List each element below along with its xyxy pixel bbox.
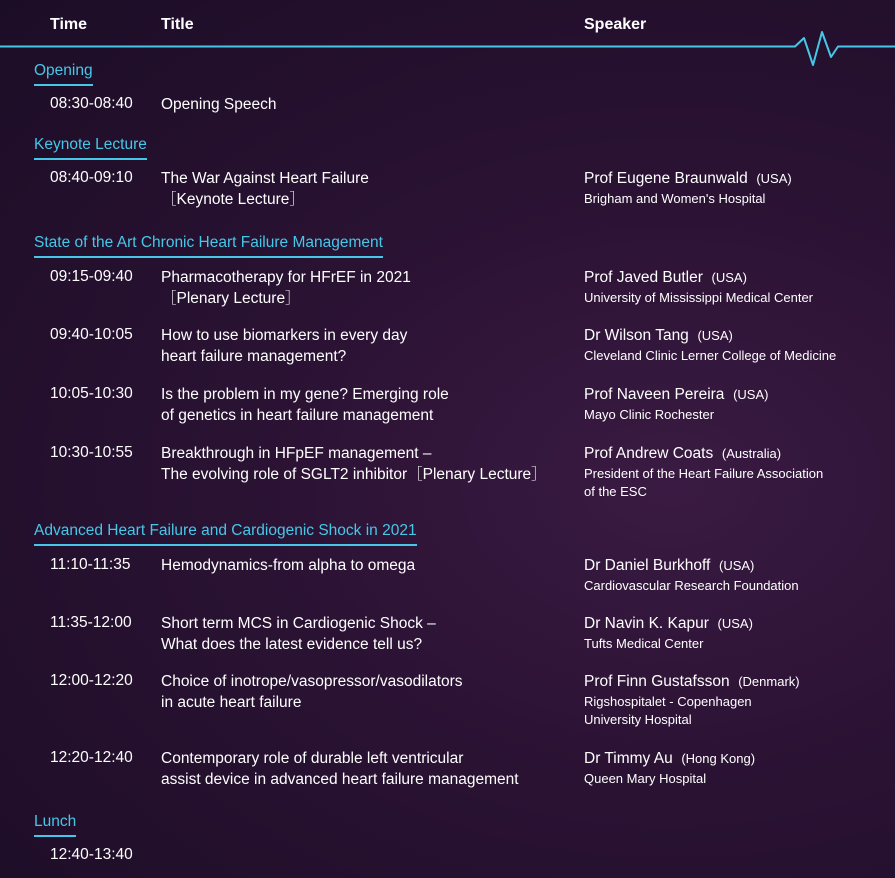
column-header-speaker: Speaker xyxy=(584,16,647,33)
speaker-name: Dr Wilson Tang xyxy=(584,327,689,344)
speaker-name: Prof Naveen Pereira xyxy=(584,386,725,403)
speaker-affiliation: President of the Heart Failure Association of the ESC xyxy=(584,466,824,499)
speaker-affiliation: Cardiovascular Research Foundation xyxy=(584,578,799,593)
speaker-affiliation: Brigham and Women's Hospital xyxy=(584,191,766,206)
speaker-name: Dr Daniel Burkhoff xyxy=(584,557,711,574)
session-title: How to use biomarkers in every day heart failure management? xyxy=(161,327,408,365)
speaker-country: (USA) xyxy=(756,171,792,186)
speaker xyxy=(584,443,823,501)
session-time: 08:40-09:10 xyxy=(50,169,133,186)
speaker-affiliation: Queen Mary Hospital xyxy=(584,771,707,786)
speaker xyxy=(584,671,800,729)
session-title: Choice of inotrope/vasopressor/vasodilators in acute heart failure xyxy=(161,673,463,711)
section-keynote: Keynote Lecture xyxy=(34,136,147,160)
session-time: 10:30-10:55 xyxy=(50,444,133,461)
session-time: 11:35-12:00 xyxy=(50,614,132,631)
session-time: 12:00-12:20 xyxy=(50,672,133,689)
session-time: 09:15-09:40 xyxy=(50,268,133,285)
speaker-country: (Hong Kong) xyxy=(681,751,756,766)
session-time: 10:05-10:30 xyxy=(50,385,133,402)
speaker-affiliation: University of Mississippi Medical Center xyxy=(584,290,814,305)
section-lunch: Lunch xyxy=(34,813,76,837)
session-title: Hemodynamics-from alpha to omega xyxy=(161,557,416,574)
speaker-name: Prof Eugene Braunwald xyxy=(584,170,748,187)
speaker-country: (USA) xyxy=(718,558,755,573)
session-title: The War Against Heart Failure ［Keynote Lecture］ xyxy=(161,170,369,208)
session-time: 08:30-08:40 xyxy=(50,95,133,112)
speaker-country: (Australia) xyxy=(721,446,782,461)
speaker-affiliation: Tufts Medical Center xyxy=(584,636,704,651)
session-title: Is the problem in my gene? Emerging role of genetics in heart failure management xyxy=(161,386,449,424)
session-title: Short term MCS in Cardiogenic Shock – What does the latest evidence tell us? xyxy=(161,615,436,653)
section-state-of-the-art: State of the Art Chronic Heart Failure Management xyxy=(34,234,383,258)
speaker-country: (USA) xyxy=(711,270,747,285)
section-advanced-heart-failure: Advanced Heart Failure and Cardiogenic Shock in 2021 xyxy=(34,522,417,546)
speaker xyxy=(584,168,792,208)
speaker-name: Dr Navin K. Kapur xyxy=(584,615,709,632)
speaker-country: (USA) xyxy=(733,387,769,402)
speaker-country: (Denmark) xyxy=(738,674,800,689)
session-title: Contemporary role of durable left ventricular assist device in advanced heart failure management xyxy=(161,750,519,788)
session-time: 09:40-10:05 xyxy=(50,326,133,343)
session-title: Pharmacotherapy for HFrEF in 2021 ［Plenary Lecture］ xyxy=(161,269,411,307)
speaker-name: Prof Andrew Coats xyxy=(584,445,714,462)
session-title: Breakthrough in HFpEF management – The evolving role of SGLT2 inhibitor［Plenary Lecture］ xyxy=(161,445,547,483)
speaker-affiliation: Cleveland Clinic Lerner College of Medicine xyxy=(584,348,837,363)
session-title: Opening Speech xyxy=(161,96,277,113)
speaker-affiliation: Rigshospitalet - Copenhagen University Hospital xyxy=(584,694,752,727)
heartbeat-line-icon xyxy=(0,0,895,80)
speaker-name: Prof Finn Gustafsson xyxy=(584,673,730,690)
speaker xyxy=(584,555,799,595)
session-time: 12:20-12:40 xyxy=(50,749,133,766)
column-header-title: Title xyxy=(161,16,194,33)
session-time: 11:10-11:35 xyxy=(50,556,131,573)
speaker-name: Prof Javed Butler xyxy=(584,269,703,286)
column-header-time: Time xyxy=(50,16,88,33)
section-opening: Opening xyxy=(34,62,93,86)
speaker-affiliation: Mayo Clinic Rochester xyxy=(584,407,715,422)
speaker-name: Dr Timmy Au xyxy=(584,750,673,767)
speaker xyxy=(584,325,836,365)
speaker-country: (USA) xyxy=(697,328,733,343)
speaker xyxy=(584,384,768,424)
speaker-country: (USA) xyxy=(717,616,753,631)
session-time: 12:40-13:40 xyxy=(50,846,133,863)
speaker xyxy=(584,748,755,788)
speaker xyxy=(584,267,813,307)
speaker xyxy=(584,613,753,653)
